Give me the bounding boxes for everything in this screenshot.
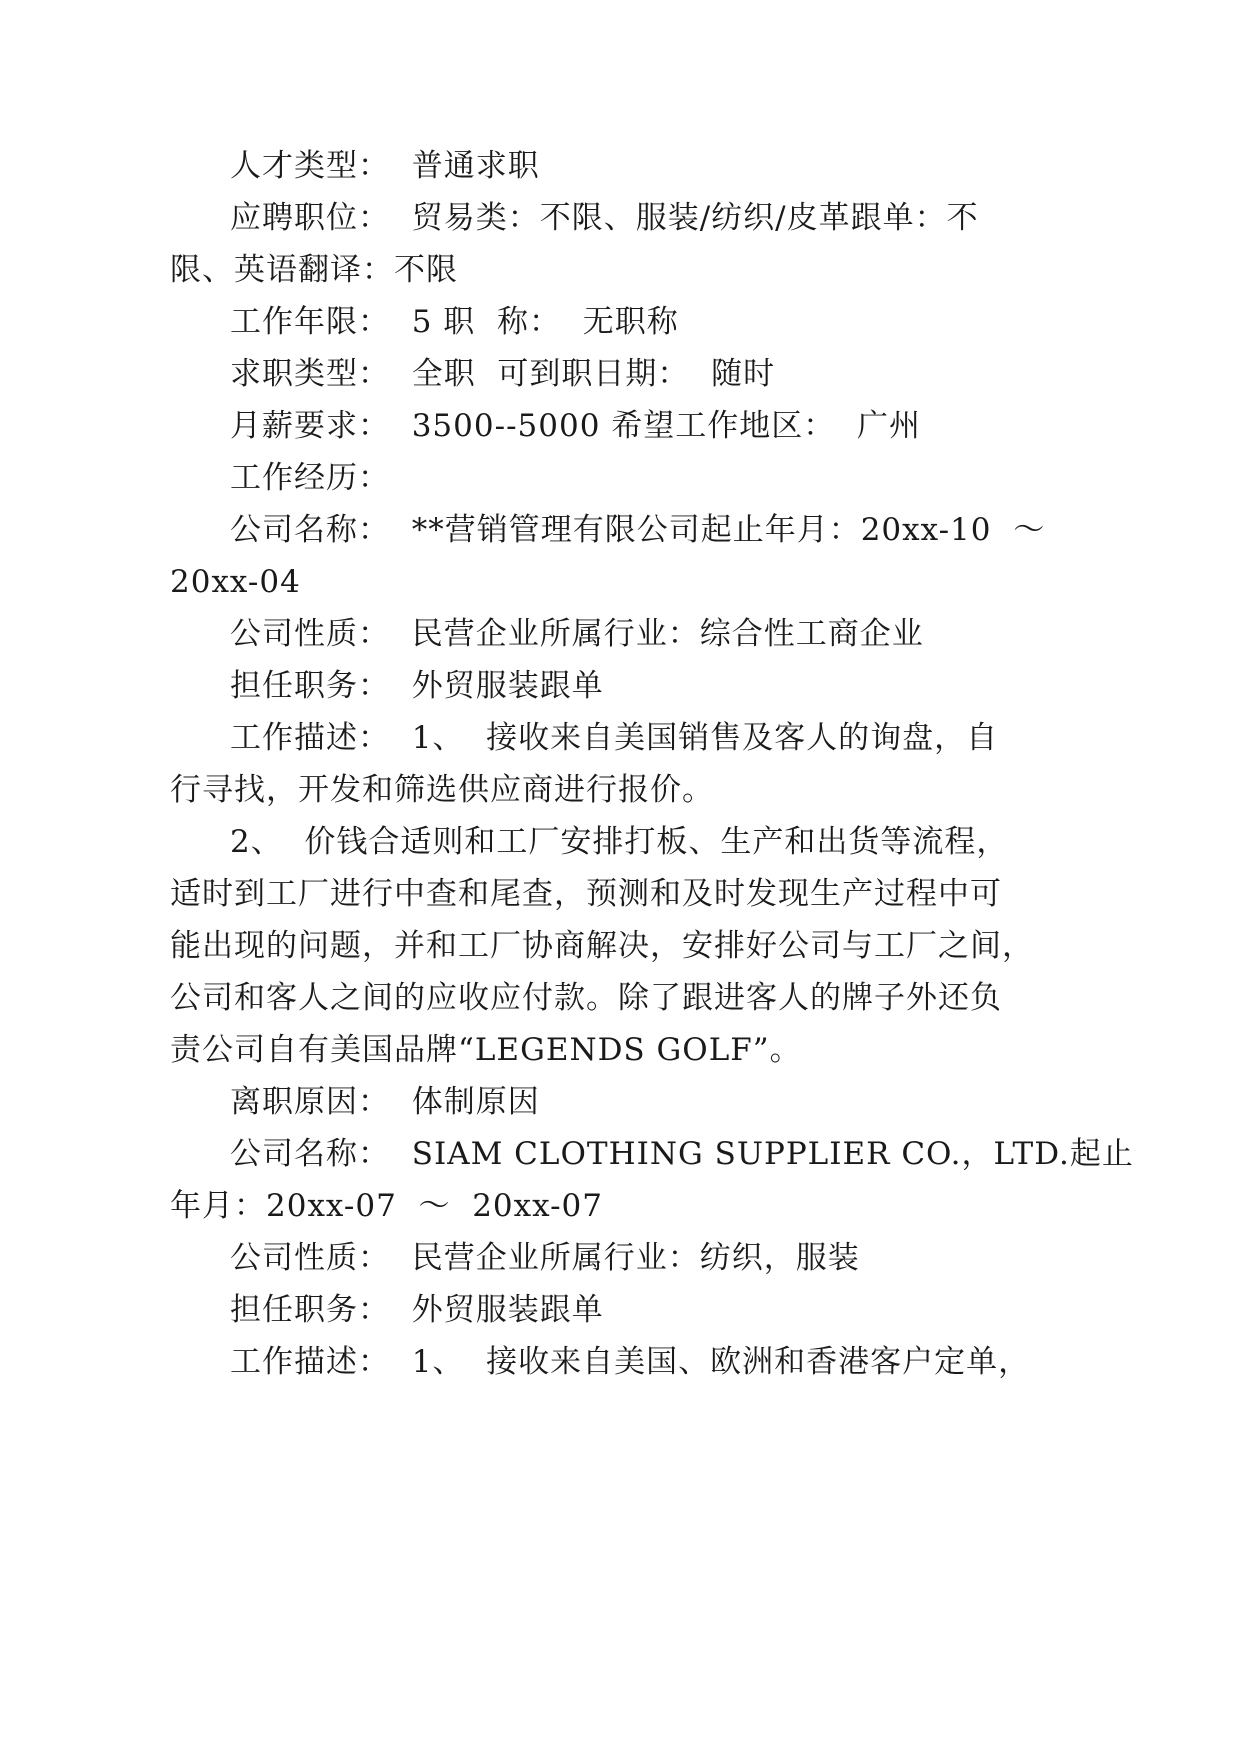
company-nature-line: 公司性质： 民营企业所属行业：综合性工商企业 [230, 616, 924, 652]
job-type-line: 求职类型： 全职 可到职日期： 随时 [230, 356, 776, 392]
work-history-heading: 工作经历： [230, 460, 390, 496]
company-nature-line: 公司性质： 民营企业所属行业：纺织，服装 [230, 1240, 860, 1276]
job-title-line: 担任职务： 外贸服装跟单 [230, 1292, 604, 1328]
description-item-2-cont: 适时到工厂进行中查和尾查，预测和及时发现生产过程中可 [170, 876, 1002, 912]
description-item-2-cont: 能出现的问题，并和工厂协商解决，安排好公司与工厂之间， [170, 928, 1034, 964]
company-name-line: 公司名称： **营销管理有限公司起止年月：20xx-10 ～ [230, 512, 1046, 548]
description-item-2: 2、 价钱合适则和工厂安排打板、生产和出货等流程， [230, 824, 1009, 860]
company-name-line: 公司名称： SIAM CLOTHING SUPPLIER CO.，LTD.起止 [230, 1136, 1134, 1172]
salary-line: 月薪要求： 3500--5000 希望工作地区： 广州 [230, 408, 922, 444]
job-description-line: 工作描述： 1、 接收来自美国、欧洲和香港客户定单， [230, 1344, 1031, 1380]
company-name-line-cont: 年月：20xx-07 ～ 20xx-07 [170, 1188, 603, 1224]
leave-reason-line: 离职原因： 体制原因 [230, 1084, 540, 1120]
job-description-line: 工作描述： 1、 接收来自美国销售及客人的询盘，自 [230, 720, 999, 756]
job-title-line: 担任职务： 外贸服装跟单 [230, 668, 604, 704]
description-item-2-cont: 公司和客人之间的应收应付款。除了跟进客人的牌子外还负 [170, 980, 1002, 1016]
years-title-line: 工作年限： 5 职 称： 无职称 [230, 304, 679, 340]
job-description-line-cont: 行寻找，开发和筛选供应商进行报价。 [170, 772, 714, 808]
company-name-line-cont: 20xx-04 [170, 564, 301, 600]
description-item-2-cont: 责公司自有美国品牌“LEGENDS GOLF”。 [170, 1032, 802, 1068]
talent-type-line: 人才类型： 普通求职 [230, 148, 540, 184]
position-line: 应聘职位： 贸易类：不限、服装/纺织/皮革跟单：不 [230, 200, 979, 236]
position-line-cont: 限、英语翻译：不限 [170, 252, 458, 288]
